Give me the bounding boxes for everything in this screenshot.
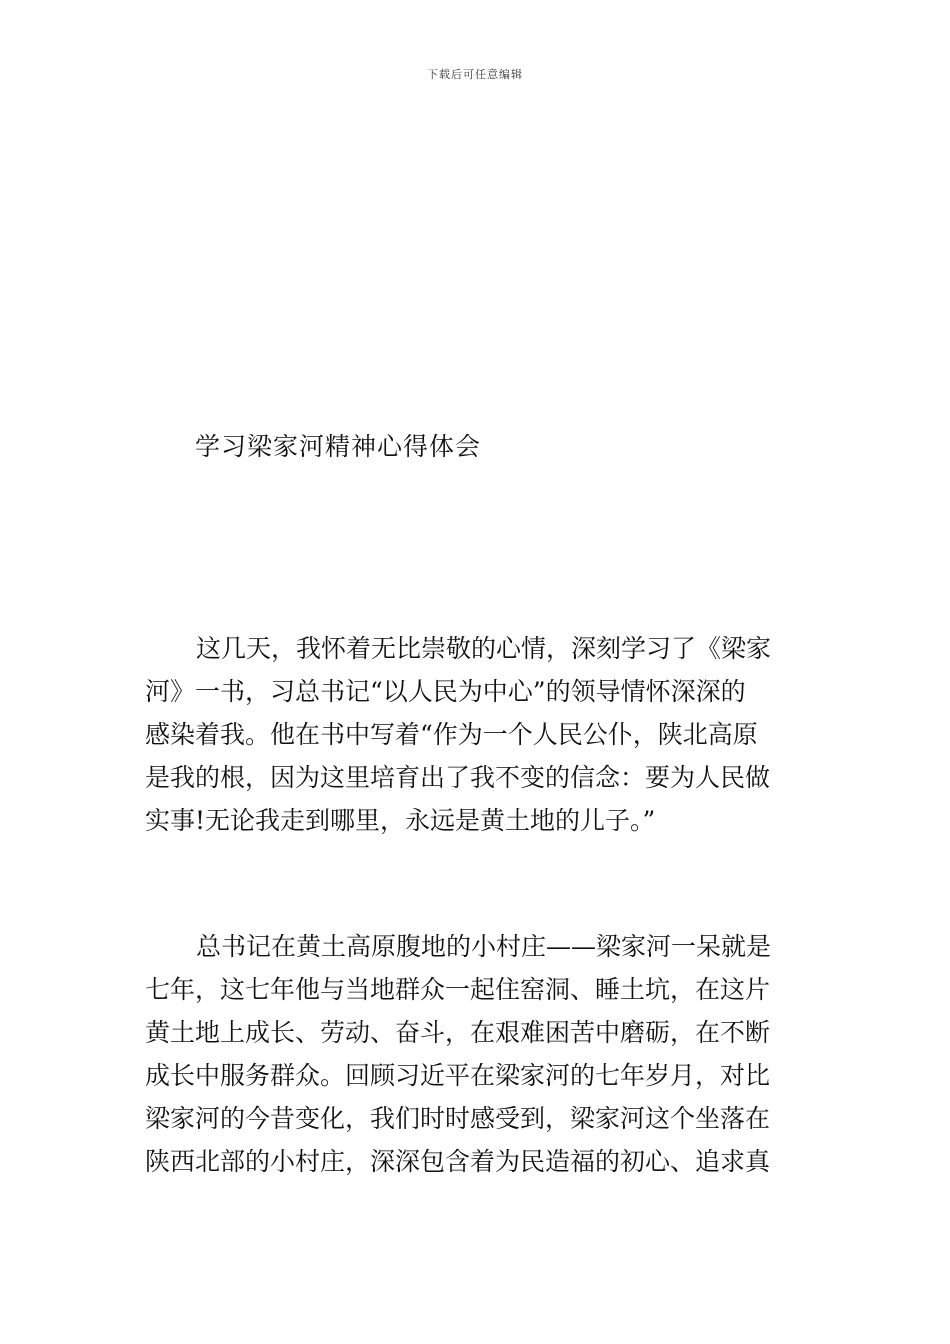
document-title: 学习梁家河精神心得体会 [195, 432, 482, 461]
paragraph-line: 总书记在黄土高原腹地的小村庄——梁家河一呆就是 [196, 932, 772, 961]
paragraph-line: 七年，这七年他与当地群众一起住窑洞、睡土坑，在这片 [145, 975, 771, 1004]
paragraph-line: 陕西北部的小村庄，深深包含着为民造福的初心、追求真 [145, 1147, 771, 1176]
paragraph-1 [145, 627, 810, 842]
paragraph-line: 是我的根，因为这里培育出了我不变的信念：要为人民做 [145, 763, 771, 792]
paragraph-line: 这几天，我怀着无比崇敬的心情，深刻学习了《梁家 [196, 634, 772, 663]
paragraph-line: 感染着我。他在书中写着“作为一个人民公仆，陕北高原 [145, 720, 758, 749]
paragraph-line: 实事!无论我走到哪里，永远是黄土地的儿子。” [145, 806, 656, 835]
paragraph-line: 黄土地上成长、劳动、奋斗，在艰难困苦中磨砺，在不断 [145, 1018, 771, 1047]
paragraph-line: 成长中服务群众。回顾习近平在梁家河的七年岁月，对比 [145, 1061, 771, 1090]
header-note: 下载后可任意编辑 [427, 68, 523, 81]
paragraph-2 [145, 925, 810, 1183]
paragraph-line: 河》一书，习总书记“以人民为中心”的领导情怀深深的 [145, 677, 746, 706]
paragraph-line: 梁家河的今昔变化，我们时时感受到，梁家河这个坐落在 [145, 1104, 771, 1133]
